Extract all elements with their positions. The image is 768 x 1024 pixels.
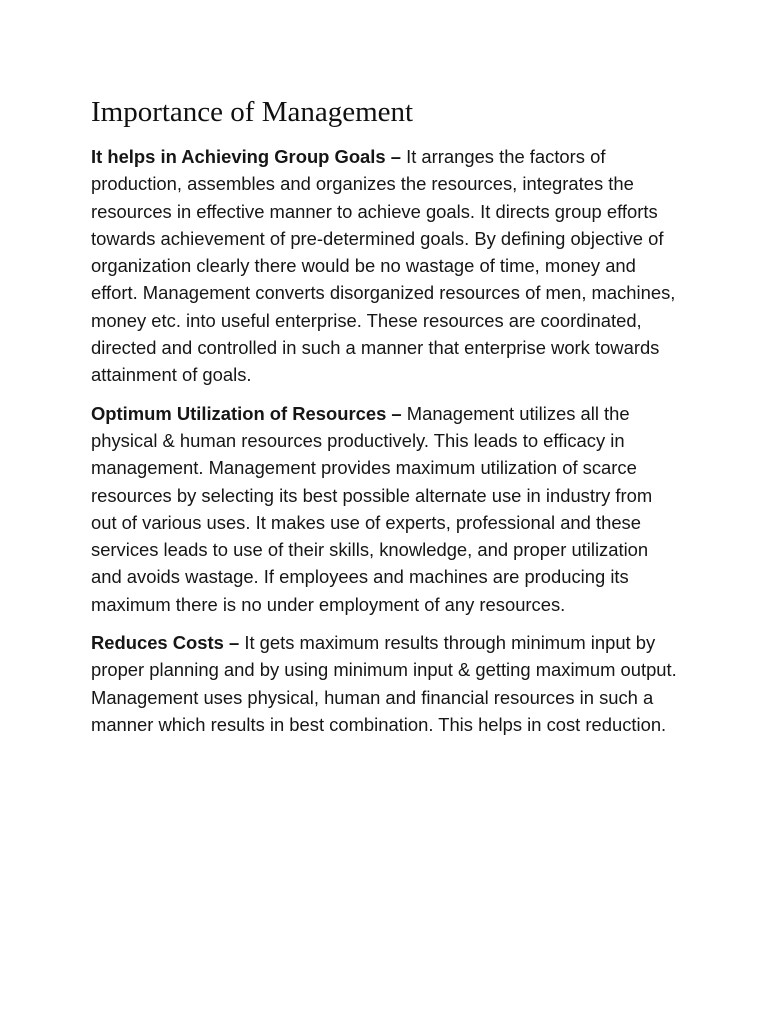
section-heading: Reduces Costs (91, 632, 224, 654)
section-body: Management utilizes all the physical & human resources productively. This leads to efficacy in management. Management provides maximum utilization of scarce resources by selecting its best possible alternate use in industry from out of various uses. It makes use of experts, professional and these services leads to use of their skills, knowledge, and proper utilization and avoids wastage. If employees and machines are producing its maximum there is no under employment of any resources. (91, 402, 653, 615)
heading-dash: – (223, 632, 245, 654)
heading-dash: – (385, 146, 407, 167)
section-body: It arranges the factors of production, assembles and organizes the resources, integrates the resources in effective manner to achieve goals. It directs group efforts towards achievement of pre-determined goals. By defining objective of organization clearly there would be no wastage of time, money and effort. Management converts disorganized resources of men, machines, money etc. into useful enterprise. These resources are coordinated, directed and controlled in such a manner that enterprise work towards attainment of goals. (91, 146, 676, 386)
section-reduces-costs (91, 629, 681, 738)
heading-dash: – (386, 402, 407, 424)
section-heading: It helps in Achieving Group Goals (91, 146, 386, 167)
document-body (91, 93, 681, 749)
page-title: Importance of Management (91, 96, 414, 128)
section-heading: Optimum Utilization of Resources (91, 402, 387, 424)
section-body: It gets maximum results through minimum input by proper planning and by using minimum input & getting maximum output. Management uses physical, human and financial resources in such a manner which results in best combination. This helps in cost reduction. (91, 632, 677, 735)
section-achieving-group-goals (91, 143, 681, 389)
section-optimum-utilization (91, 400, 681, 618)
